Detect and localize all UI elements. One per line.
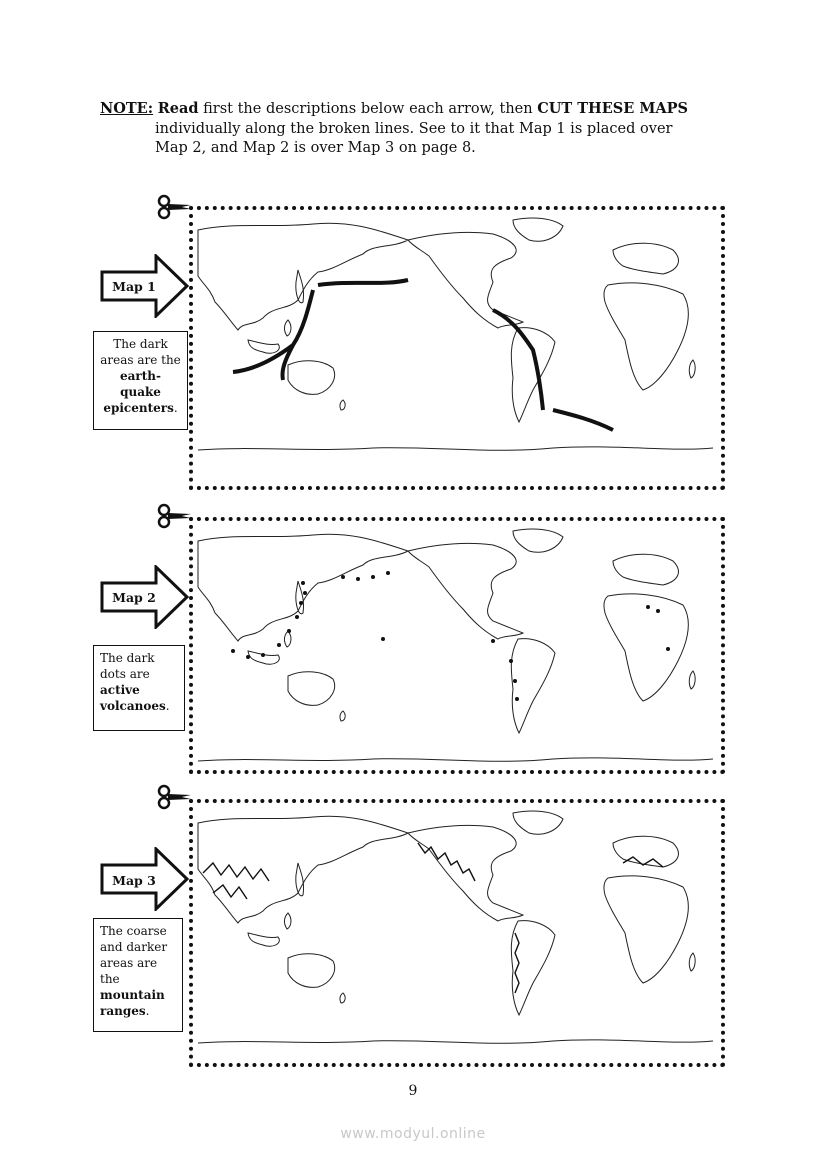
- scissors-icon: [157, 783, 193, 811]
- map3-desc-text: The coarse and darker areas are the: [100, 924, 168, 986]
- map3-frame: [189, 799, 725, 1067]
- page-number: 9: [408, 1083, 418, 1099]
- map1-desc-end: .: [173, 401, 178, 415]
- map2-desc-text: The dark dots are: [100, 651, 155, 681]
- note-cut: CUT THESE MAPS: [537, 100, 689, 117]
- map1-frame: [189, 206, 725, 490]
- note-paragraph: [100, 99, 720, 159]
- map1-desc-bold: earth-quake epicenters: [103, 369, 174, 415]
- map2-description: [93, 645, 185, 731]
- map3-desc-bold: mountain ranges: [100, 988, 165, 1018]
- map3-description: [93, 918, 183, 1032]
- map3-world-map: [193, 803, 721, 1063]
- map2-desc-bold: active volcanoes: [100, 683, 166, 713]
- scissors-icon: [157, 502, 193, 530]
- note-line3: Map 2, and Map 2 is over Map 3 on page 8.: [155, 140, 476, 156]
- note-line1: first the descriptions below each arrow, then: [198, 101, 538, 117]
- map1-label: Map 1: [112, 279, 156, 294]
- note-line2: individually along the broken lines. See to it that Map 1 is placed over: [155, 120, 673, 137]
- map2-frame: [189, 517, 725, 774]
- map1-desc-text: The dark areas are the: [100, 337, 181, 367]
- mountain-ranges: [203, 843, 663, 993]
- map2-desc-end: .: [165, 699, 170, 713]
- map3-label: Map 3: [112, 873, 156, 888]
- map2-label: Map 2: [112, 590, 156, 605]
- note-read: Read: [157, 100, 199, 117]
- map3-desc-end: .: [145, 1004, 150, 1018]
- map2-world-map: [193, 521, 721, 770]
- map1-description: [93, 331, 188, 430]
- map1-world-map: [193, 210, 721, 486]
- note-label: NOTE:: [100, 100, 154, 117]
- watermark: www.modyul.online: [340, 1126, 486, 1142]
- scissors-icon: [157, 193, 193, 221]
